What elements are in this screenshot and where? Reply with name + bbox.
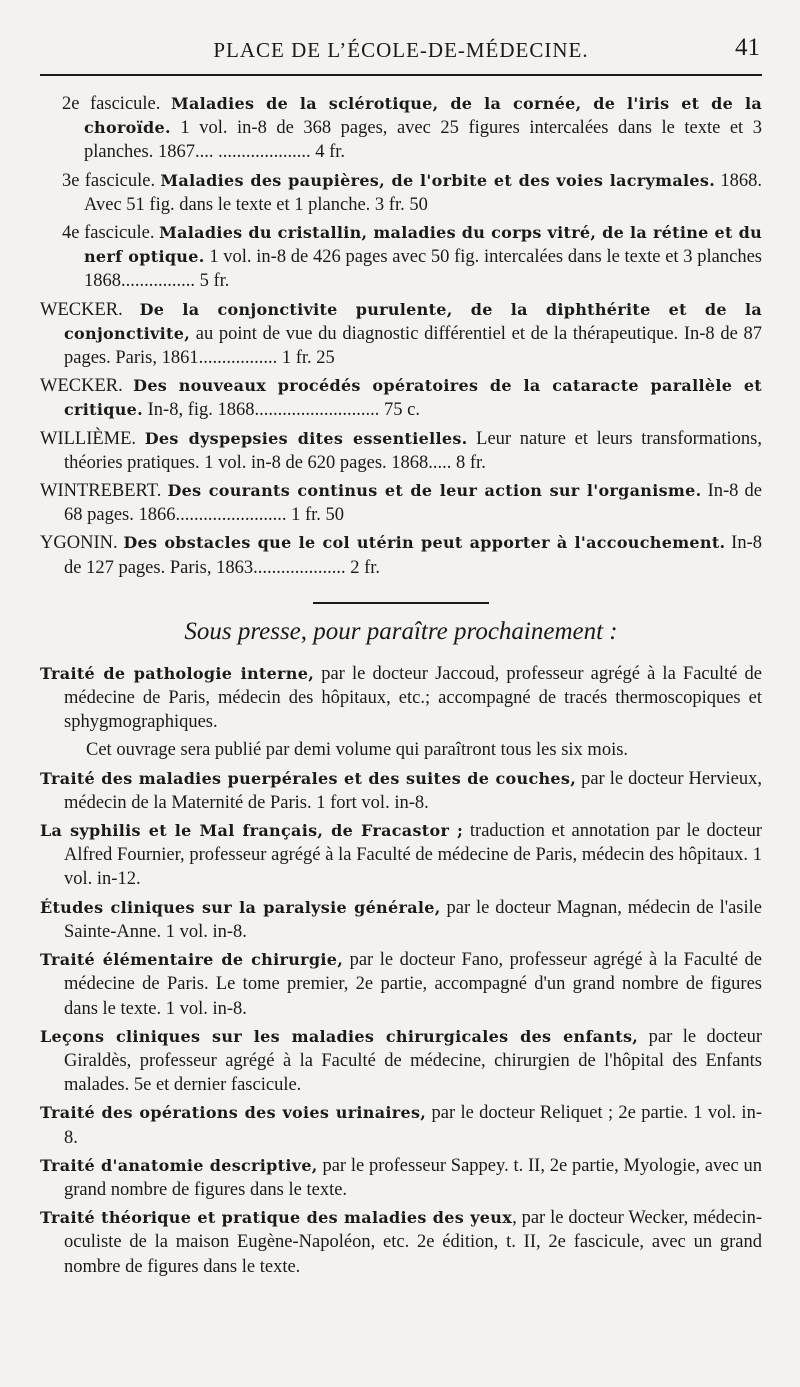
- entry-title: Études cliniques sur la paralysie générale,: [40, 897, 441, 917]
- catalogue-entry: [40, 427, 762, 475]
- entry-title: Des obstacles que le col utérin peut apporter à l'accouchement.: [123, 533, 726, 553]
- forthcoming-entry: [40, 1101, 762, 1149]
- forthcoming-list: [40, 662, 762, 1279]
- catalogue-entry: [40, 92, 762, 165]
- entry-title: Traité de pathologie interne,: [40, 663, 315, 683]
- entry-author: WECKER.: [40, 299, 140, 320]
- entry-title: Maladies des paupières, de l'orbite et des voies lacrymales.: [160, 170, 716, 190]
- entry-author: WECKER.: [40, 376, 134, 397]
- entry-author: WILLIÈME.: [40, 428, 145, 449]
- entry-details: par le docteur Jaccoud, professeur agrégé à la Faculté de médecine de Paris, médecin des hôpitaux, etc.; accompagné de tracés thermoscopiques et sphygmographiques.: [64, 663, 762, 733]
- entry-title: Traité des maladies puerpérales et des suites de couches,: [40, 768, 577, 788]
- entry-title: La syphilis et le Mal français, de Fracastor ;: [40, 821, 464, 841]
- entry-details: au point de vue du diagnostic différentiel et de la thérapeutique. In-8 de 87 pages. Paris, 1861................. 1 fr. 25: [64, 323, 762, 369]
- entry-details: par le docteur Reliquet ; 2e partie. 1 vol. in-8.: [64, 1103, 762, 1148]
- catalogue-entry: [40, 221, 762, 294]
- entry-details: par le docteur Giraldès, professeur agrégé à la Faculté de médecine, chirurgien de l'hôpital des Enfants malades. 5e et dernier fascicule.: [64, 1026, 763, 1096]
- section-heading: Sous presse, pour paraître prochainement :: [184, 617, 618, 645]
- entry-details: Leur nature et leurs transformations, théories pratiques. 1 vol. in-8 de 620 pages. 1868..... 8 fr.: [64, 428, 762, 473]
- entry-details: par le docteur Hervieux, médecin de la Maternité de Paris. 1 fort vol. in-8.: [64, 768, 763, 813]
- entry-lead: 2e fascicule.: [62, 94, 171, 114]
- entry-details: 1868. Avec 51 fig. dans le texte et 1 planche. 3 fr. 50: [84, 170, 762, 215]
- forthcoming-entry: [40, 767, 762, 815]
- catalogue-entry: [40, 298, 762, 371]
- entry-author: YGONIN.: [40, 533, 124, 554]
- entry-details: In-8, fig. 1868........................... 75 c.: [143, 400, 420, 421]
- section-divider: [313, 602, 489, 604]
- entry-details: 1 vol. in-8 de 426 pages avec 50 fig. intercalées dans le texte et 3 planches 1868................ 5 fr.: [84, 247, 762, 292]
- entry-note: Cet ouvrage sera publié par demi volume qui paraîtront tous les six mois.: [86, 740, 629, 761]
- entry-author: WINTREBERT.: [40, 481, 168, 502]
- entry-details: In-8 de 68 pages. 1866........................ 1 fr. 50: [64, 481, 762, 526]
- entry-details: par le docteur Fano, professeur agrégé à la Faculté de médecine de Paris. Le tome premier, 2e partie, accompagné d'un grand nombre de figures dans le texte. 1 vol. in-8.: [64, 950, 762, 1019]
- entry-title: Traité des opérations des voies urinaires,: [40, 1103, 427, 1123]
- entry-title: Des dyspepsies dites essentielles.: [144, 428, 468, 448]
- entry-details: , par le docteur Wecker, médecin-oculiste de la maison Eugène-Napoléon, etc. 2e édition, t. II, 2e fascicule, avec un grand nombre de figures dans le texte.: [64, 1208, 762, 1277]
- catalogue-entry: [40, 479, 762, 527]
- entry-title: Des courants continus et de leur action sur l'organisme.: [167, 481, 702, 501]
- forthcoming-entry: [40, 896, 762, 944]
- entry-lead: 3e fascicule.: [62, 170, 161, 191]
- entry-title: Maladies du cristallin, maladies du corps vitré, de la rétine et du nerf optique.: [84, 223, 762, 267]
- entry-title: Leçons cliniques sur les maladies chirurgicales des enfants,: [40, 1026, 639, 1046]
- entry-title: Traité élémentaire de chirurgie,: [40, 950, 344, 970]
- entry-details: 1 vol. in-8 de 368 pages, avec 25 figures intercalées dans le texte et 3 planches. 1867.... .................... 4 fr.: [84, 118, 762, 163]
- catalogue-entry: [40, 531, 762, 579]
- running-head: [40, 0, 762, 76]
- forthcoming-entry: [40, 1025, 762, 1098]
- catalogue-list: [40, 92, 762, 580]
- forthcoming-entry: [40, 1206, 762, 1279]
- entry-title: Traité théorique et pratique des maladies des yeux: [40, 1208, 513, 1228]
- catalogue-entry: [40, 374, 762, 422]
- catalogue-entry: [40, 169, 762, 217]
- forthcoming-entry: [40, 819, 762, 892]
- forthcoming-entry: [40, 1154, 762, 1202]
- running-title: PLACE DE L’ÉCOLE-DE-MÉDECINE.: [213, 38, 589, 62]
- entry-title: Des nouveaux procédés opératoires de la cataracte parallèle et critique.: [64, 376, 762, 420]
- forthcoming-entry: [40, 662, 762, 735]
- page-number: 41: [735, 34, 760, 61]
- entry-details: traduction et annotation par le docteur Alfred Fournier, professeur agrégé à la Faculté de médecine de Paris, médecin des hôpitaux. 1 vol. in-12.: [64, 821, 762, 890]
- entry-details: par le professeur Sappey. t. II, 2e partie, Myologie, avec un grand nombre de figures dans le texte.: [64, 1155, 762, 1200]
- entry-title: De la conjonctivite purulente, de la diphthérite et de la conjonctivite,: [64, 299, 762, 343]
- entry-title: Maladies de la sclérotique, de la cornée, de l'iris et de la choroïde.: [84, 94, 763, 138]
- entry-title: Traité d'anatomie descriptive,: [40, 1155, 318, 1175]
- forthcoming-entry: [40, 948, 762, 1021]
- entry-details: In-8 de 127 pages. Paris, 1863.................... 2 fr.: [64, 533, 762, 578]
- entry-lead: 4e fascicule.: [62, 223, 160, 244]
- entry-details: par le docteur Magnan, médecin de l'asile Sainte-Anne. 1 vol. in-8.: [64, 897, 762, 942]
